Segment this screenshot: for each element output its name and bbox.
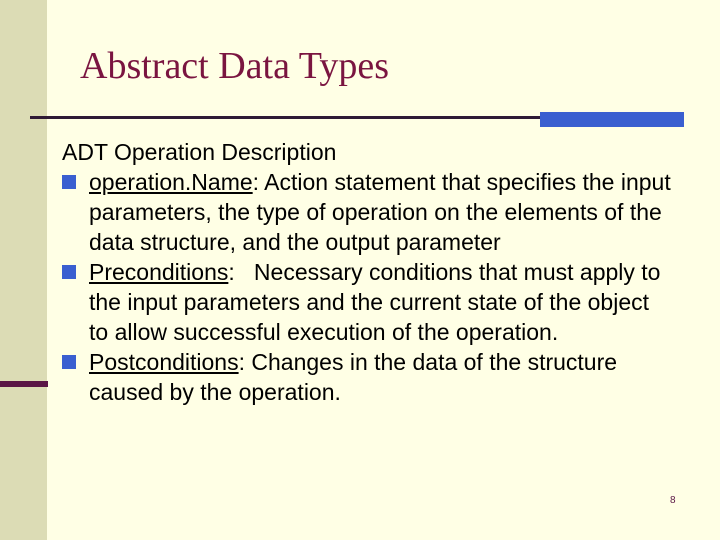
- slide-body: [62, 137, 672, 407]
- bullet-separator: :: [252, 169, 265, 195]
- bullet-text: Changes in the data of the structure caused by the operation.: [89, 349, 618, 405]
- bullet-text: Action statement that specifies the input parameters, the type of operation on the elements of the data structure, and the output parameter: [89, 169, 671, 255]
- title-rule-accent: [540, 112, 684, 127]
- square-bullet-icon: [62, 175, 76, 189]
- subheading: ADT Operation Description: [62, 139, 337, 165]
- bullet-item-preconditions: [62, 257, 672, 347]
- bullet-item-postconditions: [62, 347, 672, 407]
- page-number: 8: [670, 495, 676, 506]
- bullet-item-operation-name: [62, 167, 672, 257]
- bullet-text: Necessary conditions that must apply to the input parameters and the current state of the object to allow successful execution of the operation.: [89, 259, 661, 345]
- square-bullet-icon: [62, 355, 76, 369]
- left-accent-bar: [0, 381, 48, 387]
- bullet-separator: :: [238, 349, 252, 375]
- slide-title: Abstract Data Types: [80, 45, 389, 87]
- bullet-term: operation.Name: [89, 169, 253, 195]
- bullet-term: Preconditions: [89, 259, 229, 285]
- title-rule: [30, 116, 542, 119]
- square-bullet-icon: [62, 265, 76, 279]
- bullet-term: Postconditions: [89, 349, 239, 375]
- bullet-separator: :: [228, 259, 254, 285]
- left-decorative-band: [0, 0, 47, 540]
